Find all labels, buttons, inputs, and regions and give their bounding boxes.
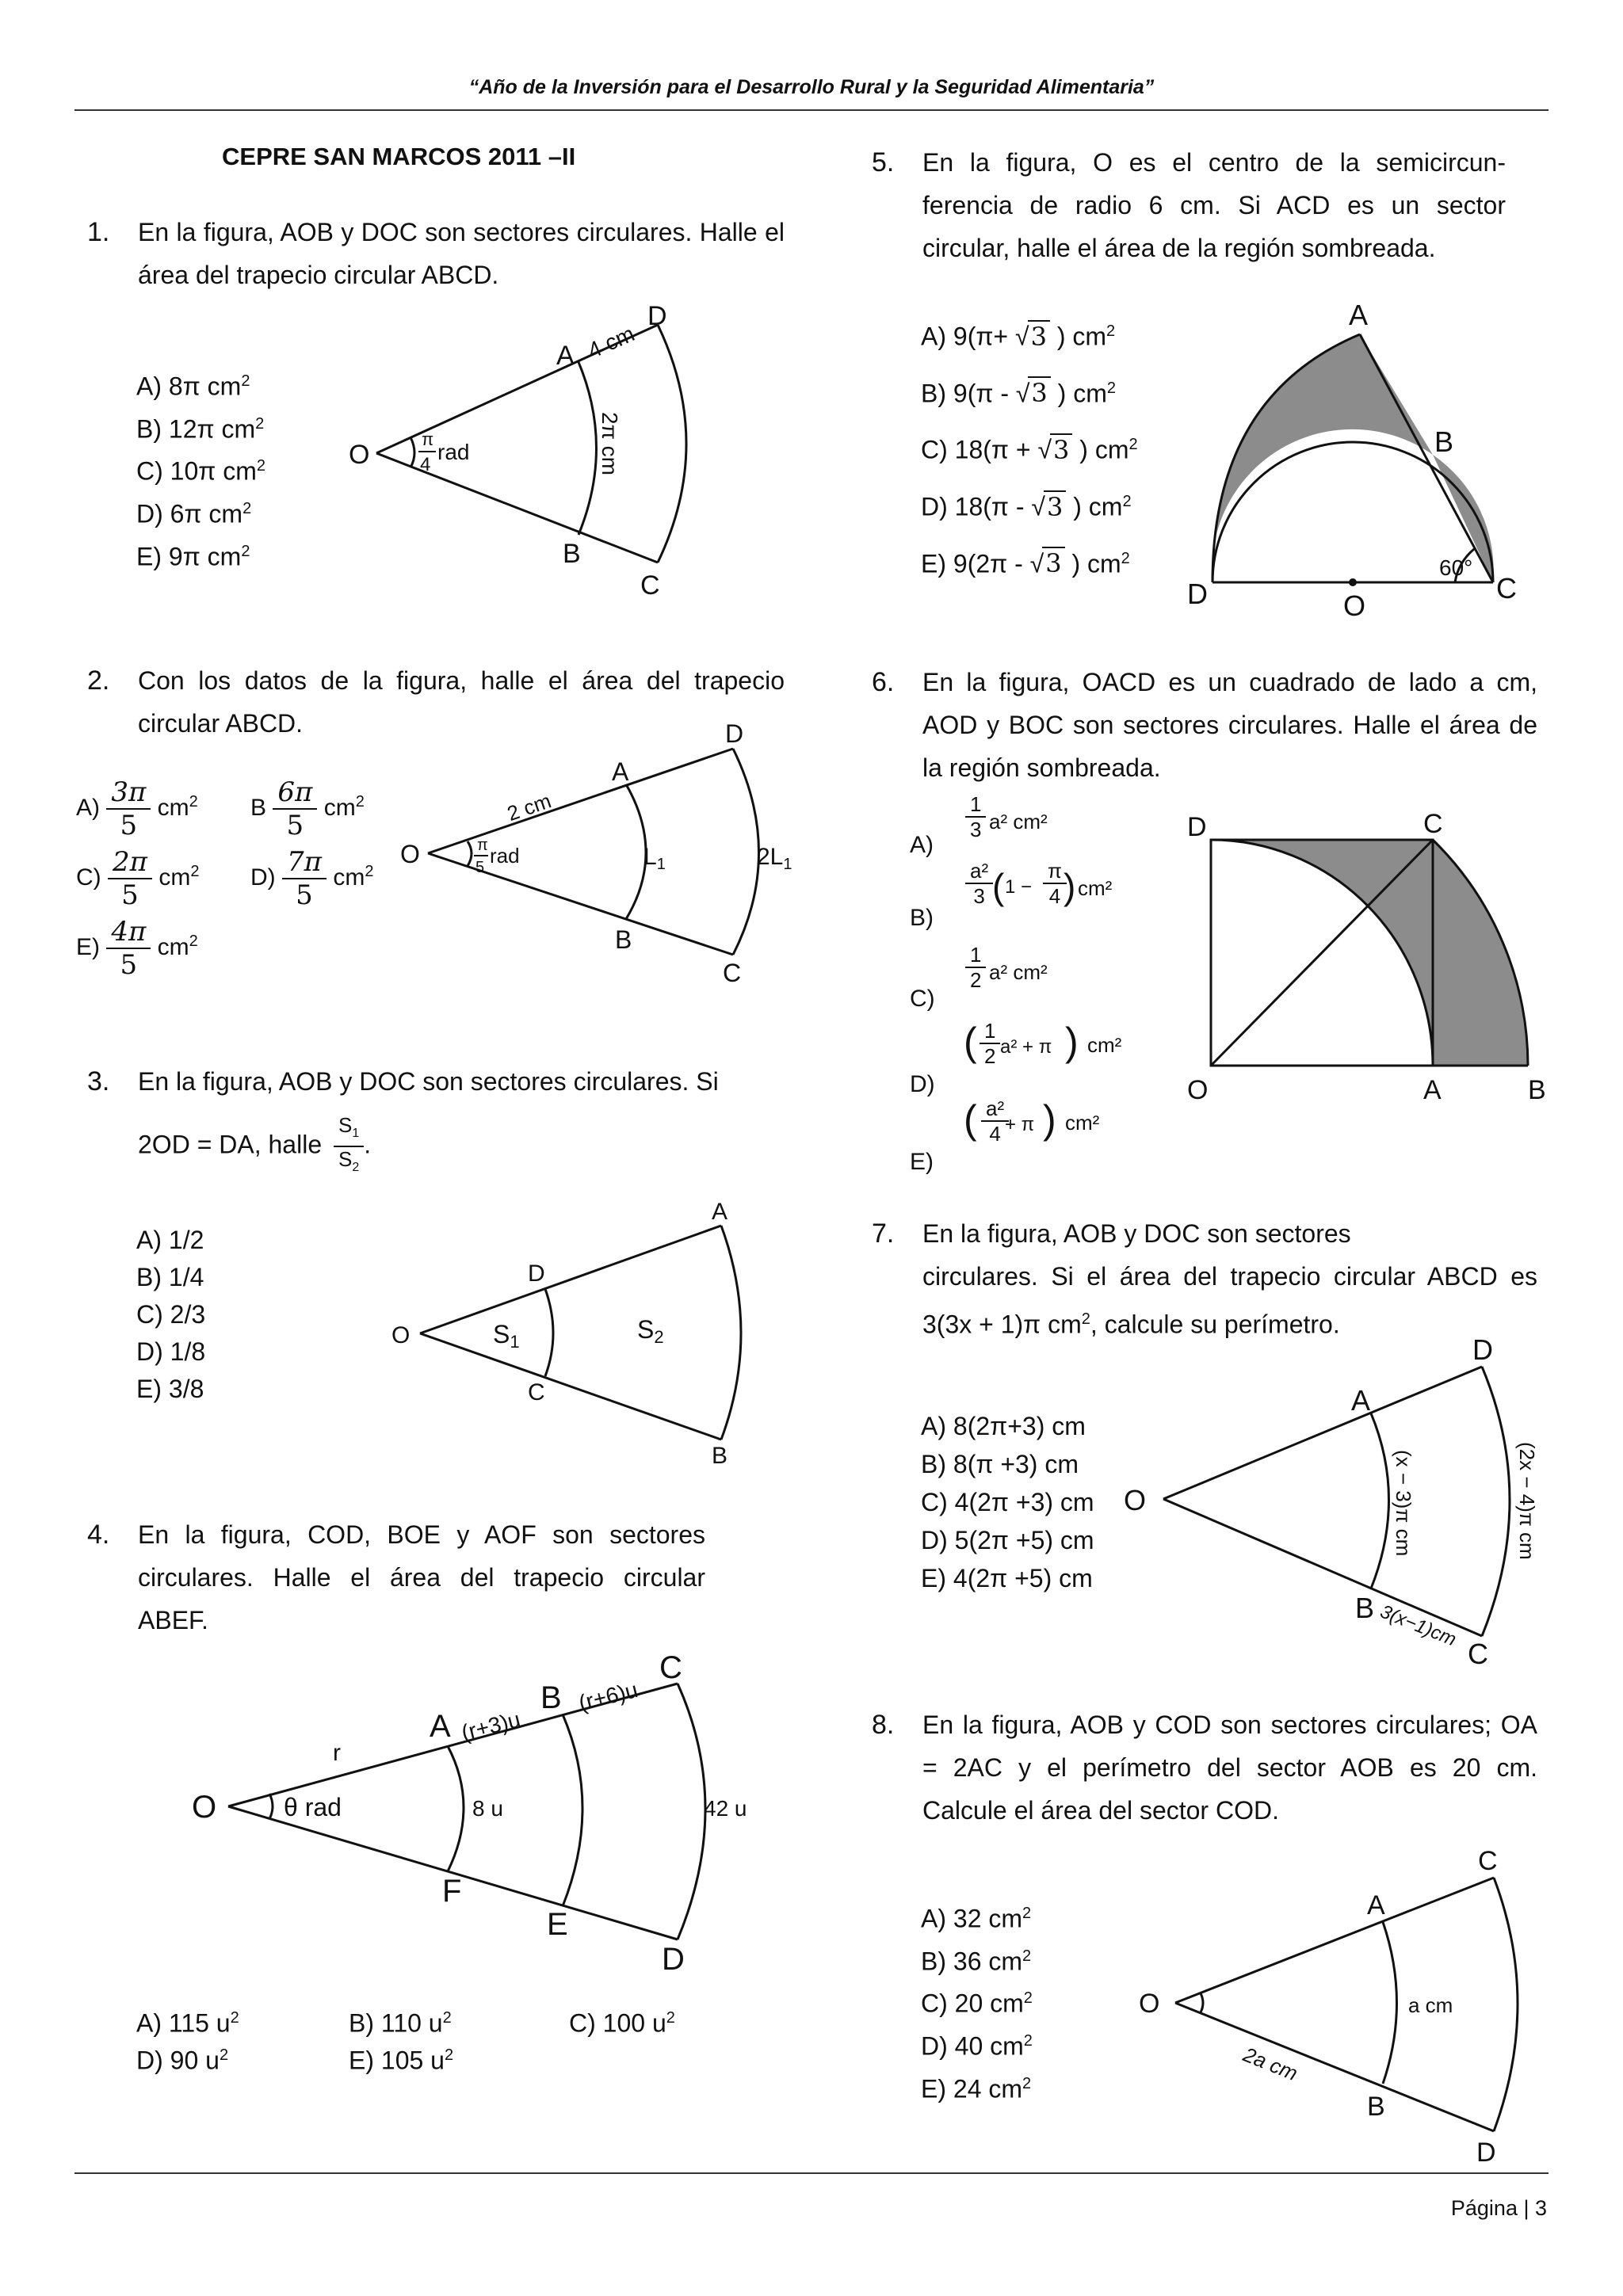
label-b: B bbox=[1434, 425, 1454, 458]
q8-figure bbox=[1129, 1836, 1549, 2169]
label-f: F bbox=[442, 1874, 462, 1909]
arc-cd bbox=[1494, 1878, 1518, 2131]
option-d[interactable]: D) ( $\frac{1}{2}$ a² + π ) cm² bbox=[910, 1019, 1122, 1097]
arc-ab bbox=[579, 362, 597, 535]
label-angle: 60° bbox=[1439, 555, 1473, 580]
option-e[interactable]: E) 24 $cm^2$ bbox=[921, 2074, 1032, 2103]
option-e[interactable]: E) $\frac{4\pi}{5}$ $cm^2$ bbox=[76, 916, 198, 981]
question-text: En la figura, AOB y DOC son sectores circulares. Halle el área del trapecio circular ABCD. bbox=[138, 218, 785, 289]
question-number: 7. bbox=[872, 1219, 895, 1249]
label-l1: $L_1$ bbox=[643, 844, 666, 873]
option-e[interactable]: E) 4(2π +5) cm bbox=[921, 1564, 1093, 1592]
question-text: En la figura, AOB y COD son sectores circulares; OA = 2AC y el perímetro del sector AOB es 20 cm. Calcule el área del sector COD. bbox=[922, 1711, 1537, 1825]
label-2l1: $2L_1$ bbox=[757, 844, 792, 873]
option-d[interactable]: D) $\frac{7\pi}{5}$ $cm^2$ bbox=[250, 846, 374, 911]
option-c[interactable]: C) $\frac{2\pi}{5}$ $cm^2$ bbox=[76, 846, 200, 911]
label-arc: a cm bbox=[1408, 1993, 1453, 2017]
ray-od bbox=[1163, 1367, 1482, 1499]
angle-num: π bbox=[422, 429, 434, 449]
label-d: D bbox=[1187, 812, 1207, 842]
label-o: O bbox=[1343, 589, 1366, 622]
angle-unit: rad bbox=[490, 844, 520, 868]
angle-mark bbox=[1201, 1993, 1203, 2012]
label-d: D bbox=[528, 1261, 545, 1287]
label-d: D bbox=[1476, 2138, 1496, 2168]
arc-cd bbox=[678, 1684, 705, 1939]
ray-od bbox=[428, 749, 733, 853]
label-o: O bbox=[400, 840, 420, 868]
q6-figure bbox=[1181, 804, 1553, 1105]
label-b: B bbox=[1528, 1075, 1546, 1105]
center-point bbox=[1349, 578, 1357, 586]
label-o: O bbox=[1124, 1484, 1147, 1516]
option-a[interactable]: A) 8(2π+3) cm bbox=[921, 1412, 1086, 1440]
arc-ab bbox=[1371, 1413, 1389, 1589]
question-text: En la figura, AOB y DOC son sectores circulares. Si bbox=[138, 1067, 719, 1096]
option-b[interactable]: B) 12π $cm^2$ bbox=[136, 414, 265, 444]
label-c: C bbox=[640, 570, 660, 601]
label-a: A bbox=[712, 1199, 728, 1225]
label-arc2: 42 u bbox=[704, 1796, 747, 1821]
ray-oc bbox=[1175, 1878, 1494, 2003]
option-a[interactable]: A) $\frac{1}{3}$ a² cm² bbox=[910, 792, 1048, 858]
label-d: D bbox=[662, 1942, 685, 1977]
label-b: B bbox=[563, 539, 581, 569]
option-a[interactable]: A) 32 $cm^2$ bbox=[921, 1904, 1032, 1933]
label-radius: 2 cm bbox=[504, 788, 555, 826]
question-1 bbox=[87, 211, 785, 296]
q7-figure bbox=[1117, 1331, 1561, 1672]
ray-od bbox=[1175, 2003, 1494, 2131]
label-b: B bbox=[1355, 1592, 1375, 1624]
ratio-fraction: $\frac{S_1}{S_2}$ bbox=[334, 1113, 364, 1180]
question-text: En la figura, O es el centro de la semicircun-ferencia de radio 6 cm. Si ACD es un sector circular, halle el área de la región sombreada. bbox=[922, 148, 1506, 262]
question-4 bbox=[87, 1513, 705, 1642]
angle-unit: rad bbox=[437, 440, 470, 464]
option-a[interactable]: A) 8π $cm^2$ bbox=[136, 372, 250, 401]
label-c: C bbox=[528, 1379, 545, 1405]
question-text: En la figura, COD, BOE y AOF son sectores circulares. Halle el área del trapecio circular ABEF. bbox=[138, 1520, 705, 1634]
question-7 bbox=[872, 1212, 1537, 1346]
label-d: D bbox=[1472, 1333, 1493, 1366]
angle-den: 4 bbox=[420, 454, 431, 475]
question-number: 6. bbox=[872, 667, 895, 697]
question-number: 1. bbox=[87, 217, 110, 247]
label-a: A bbox=[430, 1709, 451, 1744]
q2-figure bbox=[396, 717, 808, 986]
q5-figure bbox=[1181, 293, 1545, 626]
q5-options bbox=[921, 306, 1138, 589]
question-number: 5. bbox=[872, 147, 895, 177]
option-a[interactable]: A) $\frac{3\pi}{5}$ $cm^2$ bbox=[76, 776, 198, 841]
q1-figure bbox=[341, 301, 721, 602]
q4-figure bbox=[182, 1648, 785, 1981]
label-o: O bbox=[349, 440, 370, 470]
label-b: B bbox=[1367, 2092, 1385, 2122]
question-number: 4. bbox=[87, 1520, 110, 1550]
label-arc1: (x − 3)π cm bbox=[1392, 1450, 1415, 1557]
label-angle: θ rad bbox=[284, 1793, 342, 1821]
ray-oc bbox=[428, 853, 733, 955]
label-arc: 2π cm bbox=[598, 412, 622, 475]
option-a[interactable]: A) 1/2 bbox=[136, 1226, 204, 1254]
arc-af bbox=[448, 1746, 464, 1871]
option-d[interactable]: D) 6π $cm^2$ bbox=[136, 499, 252, 528]
option-b[interactable]: B $\frac{6\pi}{5}$ $cm^2$ bbox=[250, 776, 365, 841]
option-c[interactable]: C) $\frac{1}{2}$ a² cm² bbox=[910, 943, 1048, 1012]
label-s2: S2 bbox=[637, 1315, 664, 1347]
option-b[interactable]: B) 1/4 bbox=[136, 1263, 204, 1291]
label-arc2: (2x − 4)π cm bbox=[1515, 1442, 1539, 1560]
q7-options bbox=[921, 1407, 1094, 1597]
label-d: D bbox=[1187, 578, 1208, 610]
option-b[interactable]: B) 36 $cm^2$ bbox=[921, 1947, 1032, 1976]
label-o: O bbox=[1187, 1075, 1209, 1105]
label-a: A bbox=[1349, 299, 1369, 331]
option-d[interactable]: D) 90 $u^2$ bbox=[136, 2046, 229, 2075]
question-6 bbox=[872, 661, 1537, 789]
arc-dc bbox=[545, 1289, 553, 1376]
label-b: B bbox=[712, 1443, 728, 1469]
angle-mark bbox=[468, 841, 472, 866]
ray-od bbox=[228, 1806, 678, 1939]
label-o: O bbox=[391, 1322, 411, 1348]
footer-rule bbox=[74, 2172, 1549, 2174]
option-b[interactable]: B) 8(π +3) cm bbox=[921, 1450, 1079, 1478]
label-d: D bbox=[725, 719, 744, 748]
option-e[interactable]: E) 9(2π - √3 ) $cm^2$ bbox=[921, 548, 1130, 579]
option-e[interactable]: E) 9π $cm^2$ bbox=[136, 542, 250, 571]
option-e[interactable]: E) 3/8 bbox=[136, 1375, 204, 1403]
angle-den: 5 bbox=[475, 859, 485, 876]
option-c[interactable]: C) 4(2π +3) cm bbox=[921, 1488, 1094, 1516]
question-3-line2: 2OD = DA, halle $\frac{S_1}{S_2}$ . bbox=[138, 1113, 371, 1180]
label-a: A bbox=[612, 757, 629, 786]
option-b[interactable]: B) $\frac{\text{a²}}{3}$ ( 1 − $\frac{\pi}{4}$ ) cm² bbox=[910, 859, 1113, 931]
angle-mark bbox=[411, 437, 414, 467]
shaded-region-left bbox=[1212, 334, 1433, 582]
option-c[interactable]: C) 100 $u^2$ bbox=[569, 2008, 675, 2038]
q1-options bbox=[136, 363, 265, 575]
label-c: C bbox=[659, 1650, 682, 1685]
label-seg: 3(x−1)cm bbox=[1377, 1600, 1460, 1651]
label-e: E bbox=[547, 1907, 568, 1942]
angle-mark bbox=[269, 1794, 273, 1819]
question-text: Con los datos de la figura, halle el área del trapecio circular ABCD. bbox=[138, 666, 785, 738]
option-e[interactable]: E) ( $\frac{\text{a²}}{4}$ + π ) cm² bbox=[910, 1097, 1100, 1175]
label-d: D bbox=[647, 301, 667, 331]
label-b: B bbox=[540, 1680, 562, 1715]
question-text: En la figura, AOB y DOC son sectores circulares. Si el área del trapecio circular ABCD es 3(3x + 1)π $cm^2$, calcule su perímetro. bbox=[922, 1219, 1537, 1339]
arc-ab bbox=[1383, 1922, 1397, 2084]
option-c[interactable]: C) 18(π + √3 ) $cm^2$ bbox=[921, 434, 1138, 465]
option-d[interactable]: D) 18(π - √3 ) $cm^2$ bbox=[921, 491, 1132, 522]
question-text: En la figura, OACD es un cuadrado de lado a cm, AOD y BOC son sectores circulares. Halle el área de la región sombreada. bbox=[922, 668, 1537, 782]
label-r: r bbox=[333, 1740, 341, 1766]
option-a[interactable]: A) 115 $u^2$ bbox=[136, 2008, 239, 2038]
label-a: A bbox=[1351, 1384, 1371, 1417]
label-o: O bbox=[1139, 1989, 1160, 2019]
page-header: “Año de la Inversión para el Desarrollo Rural y la Seguridad Alimentaria” bbox=[468, 76, 1155, 98]
label-seg2: (r+6)u bbox=[576, 1676, 640, 1716]
arc-dc bbox=[1482, 1367, 1510, 1636]
label-c: C bbox=[1478, 1846, 1498, 1876]
q8-options bbox=[921, 1895, 1033, 2107]
ray-oa bbox=[420, 1226, 721, 1333]
option-b[interactable]: B) 110 $u^2$ bbox=[349, 2008, 452, 2038]
ray-oc bbox=[1163, 1499, 1482, 1636]
segment-ac bbox=[1360, 334, 1493, 582]
question-3 bbox=[87, 1060, 785, 1103]
angle-num: π bbox=[477, 837, 488, 854]
label-arc1: 8 u bbox=[472, 1796, 503, 1821]
arc-dc bbox=[733, 749, 759, 955]
label-a: A bbox=[1423, 1075, 1442, 1105]
label-c: C bbox=[1468, 1638, 1488, 1670]
option-d[interactable]: D) 40 $cm^2$ bbox=[921, 2031, 1033, 2061]
label-side: 4 cm bbox=[584, 321, 639, 364]
label-a: A bbox=[556, 341, 575, 371]
question-number: 3. bbox=[87, 1066, 110, 1097]
label-b: B bbox=[615, 925, 632, 954]
question-5 bbox=[872, 141, 1506, 269]
question-8 bbox=[872, 1703, 1537, 1832]
arc-ab bbox=[721, 1226, 741, 1440]
question-number: 2. bbox=[87, 666, 110, 696]
header-rule bbox=[74, 109, 1549, 111]
option-b[interactable]: B) 9(π - √3 ) $cm^2$ bbox=[921, 378, 1116, 409]
option-c[interactable]: C) 20 $cm^2$ bbox=[921, 1989, 1033, 2018]
label-c: C bbox=[1423, 809, 1443, 839]
option-d[interactable]: D) 1/8 bbox=[136, 1337, 206, 1366]
ray-ob bbox=[420, 1333, 721, 1440]
label-s1: S1 bbox=[493, 1320, 520, 1352]
label-c: C bbox=[1496, 572, 1517, 605]
label-seg1: (r+3)u bbox=[459, 1707, 523, 1745]
label-c: C bbox=[723, 959, 742, 986]
question-number: 8. bbox=[872, 1710, 895, 1740]
label-o: O bbox=[192, 1790, 217, 1825]
label-radius: 2a cm bbox=[1239, 2042, 1301, 2086]
option-c[interactable]: C) 2/3 bbox=[136, 1300, 206, 1329]
q3-figure bbox=[388, 1192, 753, 1478]
label-a: A bbox=[1367, 1890, 1385, 1920]
option-e[interactable]: E) 105 $u^2$ bbox=[349, 2046, 454, 2075]
option-c[interactable]: C) 10π $cm^2$ bbox=[136, 456, 265, 486]
option-d[interactable]: D) 5(2π +5) cm bbox=[921, 1526, 1094, 1554]
arc-be bbox=[563, 1714, 582, 1906]
page-number: Página | 3 bbox=[1450, 2196, 1547, 2220]
page-title: CEPRE SAN MARCOS 2011 –II bbox=[222, 143, 576, 170]
option-a[interactable]: A) 9(π+ √3 ) $cm^2$ bbox=[921, 321, 1116, 352]
shaded-region-2 bbox=[1433, 840, 1528, 1066]
arc-dc bbox=[658, 325, 686, 563]
q3-options bbox=[136, 1222, 205, 1408]
